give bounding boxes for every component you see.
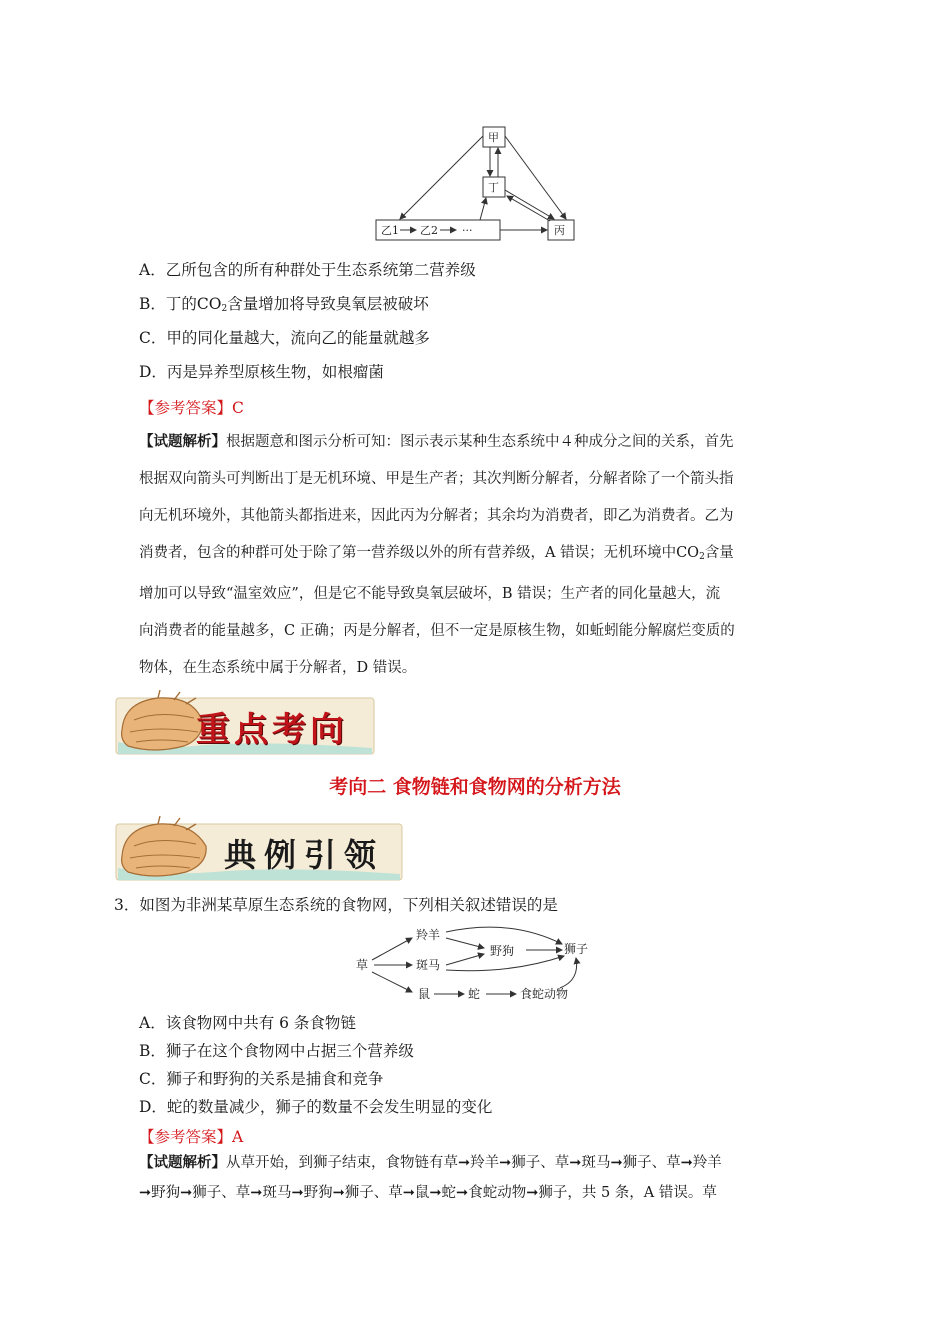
q2-analysis-co2-sub: 2 <box>699 552 705 562</box>
q3-analysis-text-1: 从草开始，到狮子结束，食物链有草➞羚羊➞狮子、草➞斑马➞狮子、草➞羚羊 <box>226 1155 722 1171</box>
fw-snake: 蛇 <box>468 987 481 1001</box>
node-bing: 丙 <box>554 224 565 237</box>
fw-wilddog: 野狗 <box>490 944 515 958</box>
q2-option-b-head: B．丁的 <box>139 295 197 313</box>
fw-antelope: 羚羊 <box>416 928 441 942</box>
q2-analysis <box>139 423 835 687</box>
q3-analysis <box>139 1148 835 1208</box>
q2-option-b-sub: 2 <box>221 304 228 314</box>
node-dots: ··· <box>462 224 473 237</box>
q2-analysis-line-7: 物体，在生态系统中属于分解者，D 错误。 <box>139 660 417 676</box>
q3-answer <box>139 1125 243 1147</box>
q2-answer-label: 【参考答案】 <box>139 399 233 417</box>
q3-option-d: D．蛇的数量减少，狮子的数量不会发生明显的变化 <box>139 1098 493 1116</box>
q2-analysis-line-6: 向消费者的能量越多，C 正确；丙是分解者，但不一定是原核生物，如蚯蚓能分解腐烂变质的 <box>139 623 735 639</box>
q2-option-b <box>139 294 429 319</box>
q2-option-c: C．甲的同化量越大，流向乙的能量就越多 <box>139 329 430 347</box>
q3-stem: 3．如图为非洲某草原生态系统的食物网，下列相关叙述错误的是 <box>114 896 558 914</box>
food-web-diagram <box>350 922 610 1006</box>
q3-option-b: B．狮子在这个食物网中占据三个营养级 <box>139 1042 414 1060</box>
q3-option-c: C．狮子和野狗的关系是捕食和竞争 <box>139 1070 384 1088</box>
q2-option-b-co2: CO <box>196 295 222 313</box>
q2-analysis-label: 【试题解析】 <box>139 433 226 450</box>
q2-analysis-line-3: 向无机环境外，其他箭头都指进来，因此丙为分解者；其余均为消费者，即乙为消费者。乙为 <box>139 508 734 524</box>
q2-option-b-rest: 含量增加将导致臭氧层被破坏 <box>227 295 429 313</box>
banner-key-direction <box>114 690 376 758</box>
q3-option-a: A．该食物网中共有 6 条食物链 <box>139 1014 356 1032</box>
fw-snakeeater: 食蛇动物 <box>520 987 569 1001</box>
q3-answer-value: A <box>232 1128 244 1146</box>
fw-zebra: 斑马 <box>416 958 441 972</box>
q2-analysis-line-4 <box>139 535 835 576</box>
q2-answer-value: C <box>232 399 244 417</box>
q2-analysis-co2: CO <box>676 545 700 561</box>
q2-answer <box>139 396 244 418</box>
q3-analysis-line-1 <box>139 1148 835 1178</box>
node-yi2: 乙2 <box>420 224 438 237</box>
q2-option-a: A．乙所包含的所有种群处于生态系统第二营养级 <box>139 261 476 279</box>
q2-analysis-co2-tail: 含量 <box>704 545 734 561</box>
section-title: 考向二 食物链和食物网的分析方法 <box>329 776 621 798</box>
banner-example <box>114 816 404 884</box>
banner-example-text: 典例引领 <box>224 836 385 874</box>
fw-lion: 狮子 <box>564 942 589 956</box>
q2-analysis-line-1 <box>139 423 835 461</box>
fw-grass: 草 <box>356 958 369 972</box>
q2-analysis-text-1: 根据题意和图示分析可知：图示表示某种生态系统中４种成分之间的关系，首先 <box>226 434 734 450</box>
q2-analysis-line-2: 根据双向箭头可判断出丁是无机环境、甲是生产者；其次判断分解者，分解者除了一个箭头指 <box>139 471 734 487</box>
q2-analysis-text-4: 消费者，包含的种群可处于除了第一营养级以外的所有营养级，A 错误；无机环境中 <box>139 545 677 561</box>
node-yi1: 乙1 <box>381 224 399 237</box>
q3-analysis-line-2: ➞野狗➞狮子、草➞斑马➞野狗➞狮子、草➞鼠➞蛇➞食蛇动物➞狮子，共 5 条，A 错误。草 <box>139 1185 717 1201</box>
node-jia: 甲 <box>488 131 499 144</box>
fw-mouse: 鼠 <box>418 987 431 1001</box>
q2-analysis-line-5: 增加可以导致“温室效应”，但是它不能导致臭氧层破坏，B 错误；生产者的同化量越大，流 <box>139 586 721 602</box>
q3-analysis-label: 【试题解析】 <box>139 1154 226 1171</box>
q3-answer-label: 【参考答案】 <box>139 1128 233 1146</box>
ecosystem-diagram <box>370 124 580 244</box>
banner-key-direction-text: 重点考向 <box>196 710 348 750</box>
q2-option-d: D．丙是异养型原核生物，如根瘤菌 <box>139 363 384 381</box>
node-ding: 丁 <box>488 181 499 194</box>
